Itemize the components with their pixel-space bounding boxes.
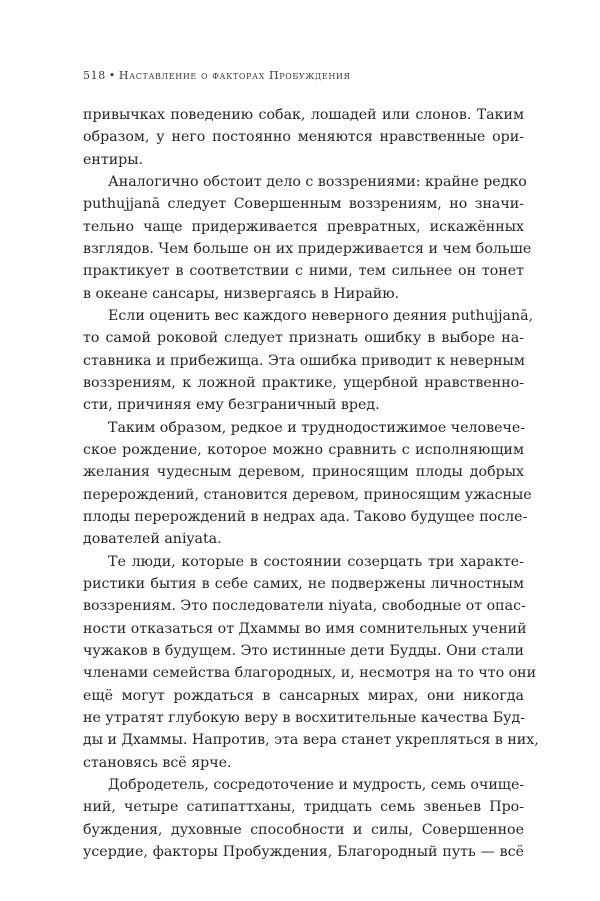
text-line: буждения, духовные способности и силы, Совершенное: [83, 821, 524, 838]
text-line: ентиры.: [83, 151, 144, 168]
text-line: Аналогично обстоит дело с воззрениями: крайне редко: [108, 173, 527, 190]
text-line: перерождений, становится деревом, приносящим ужасные: [83, 486, 532, 503]
page-number: 518: [83, 69, 106, 82]
text-line: воззрениям, к ложной практике, ущербной нравственно-: [83, 374, 524, 391]
paragraph: [83, 305, 534, 417]
text-line: взглядов. Чем больше он их придерживается и чем больше: [83, 240, 532, 257]
text-line: не утратят глубокую веру в восхитительные качества Буд-: [83, 709, 526, 726]
text-line: Те люди, которые в состоянии созерцать три характе-: [108, 553, 524, 570]
chapter-title: Наставление о факторах Пробуждения: [118, 69, 351, 82]
text-line: ности отказаться от Дхаммы во имя сомнительных учений: [83, 620, 527, 637]
text-line: ний, четыре сатипаттханы, тридцать семь звеньев Про-: [83, 799, 524, 816]
paragraph: [83, 417, 532, 551]
running-head: [83, 69, 351, 82]
paragraph: [83, 551, 539, 774]
paragraph: [83, 104, 524, 171]
text-line: усердие, факторы Пробуждения, Благородный путь — всё: [83, 843, 524, 860]
text-line: тельно чаще придерживается превратных, искажённых: [83, 218, 524, 235]
paragraph: [83, 171, 532, 305]
text-line: то самой роковой следует признать ошибку в выборе на-: [83, 330, 524, 347]
text-line: членами семейства благородных, и, несмотря на то что они: [83, 665, 537, 682]
text-line: сти, причиняя ему безграничный вред.: [83, 397, 380, 414]
body-text: [83, 104, 539, 863]
text-line: становясь всё ярче.: [83, 754, 232, 771]
text-line: практикует в соответствии с ними, тем сильнее он тонет: [83, 263, 524, 280]
header-separator: •: [108, 69, 116, 82]
text-line: ды и Дхаммы. Напротив, эта вера станет укрепляться в них,: [83, 732, 539, 749]
text-line: привычках поведению собак, лошадей или слонов. Таким: [83, 107, 524, 123]
paragraph: [83, 774, 524, 863]
text-line: дователей aniyata.: [83, 531, 222, 548]
text-line: образом, у него постоянно меняются нравственные ори-: [83, 129, 524, 146]
text-line: желания чудесным деревом, приносящим плоды добрых: [83, 464, 524, 481]
text-line: ещё могут рождаться в сансарных мирах, они никогда: [83, 687, 524, 704]
text-line: чужаков в будущем. Это истинные дети Будды. Они стали: [83, 642, 524, 659]
text-line: ставника и прибежища. Эта ошибка приводит к неверным: [83, 352, 525, 369]
text-line: Таким образом, редкое и труднодостижимое человече-: [108, 419, 526, 436]
text-line: puthujjanā следует Совершенным воззрениям, но значи-: [83, 196, 524, 213]
text-line: плоды перерождений в недрах ада. Таково будущее после-: [83, 508, 528, 525]
text-line: Добродетель, сосредоточение и мудрость, семь очище-: [108, 776, 525, 793]
text-line: ристики бытия в себе самих, не подвержены личностным: [83, 575, 524, 592]
text-line: ское рождение, которое можно сравнить с исполняющим: [83, 441, 524, 458]
text-line: Если оценить вес каждого неверного деяния puthujjanā,: [108, 307, 534, 324]
text-line: в океане сансары, низвергаясь в Нирайю.: [83, 285, 400, 302]
text-line: воззрениям. Это последователи niyata, свободные от опас-: [83, 598, 526, 615]
